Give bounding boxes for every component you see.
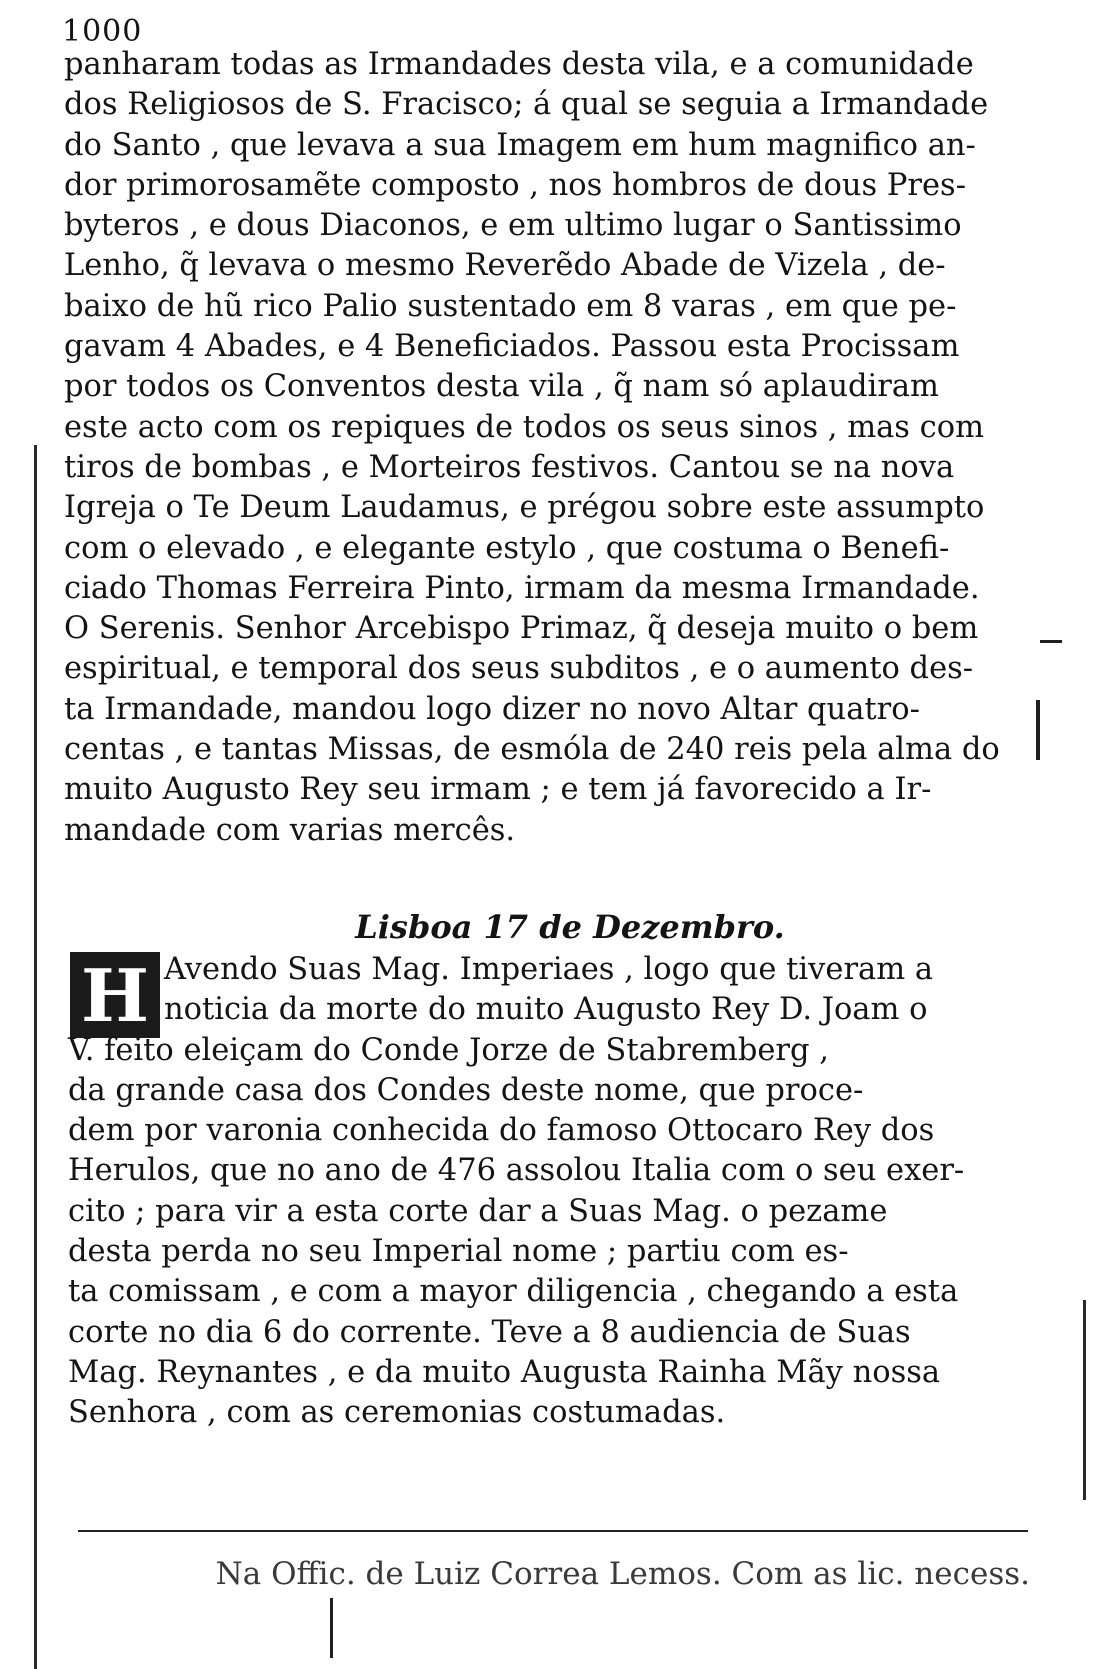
text-line: este acto com os repiques de todos os seus sinos , mas com <box>64 409 985 445</box>
text-line: ta comissam , e com a mayor diligencia , chegando a esta <box>68 1274 959 1310</box>
dateline-heading: Lisboa 17 de Dezembro. <box>355 908 785 946</box>
text-line: Senhora , com as ceremonias costumadas. <box>68 1395 726 1431</box>
text-line: Herulos, que no ano de 476 assolou Italia com o seu exer- <box>68 1153 965 1189</box>
text-line: Lenho, q̃ levava o mesmo Reverẽdo Abade de Vizela , de- <box>64 248 946 284</box>
text-line: corte no dia 6 do corrente. Teve a 8 audiencia de Suas <box>68 1314 911 1350</box>
text-line: mandade com varias mercês. <box>64 812 516 848</box>
footer-rule <box>78 1530 1028 1532</box>
text-line: da grande casa dos Condes deste nome, que proce- <box>68 1072 864 1108</box>
text-line: espiritual, e temporal dos seus subditos , e o aumento des- <box>64 651 974 687</box>
page-number: 1000 <box>62 14 143 49</box>
ink-speck <box>330 1598 333 1658</box>
text-line: baixo de hũ rico Palio sustentado em 8 varas , em que pe- <box>64 288 957 324</box>
text-line: com o elevado , e elegante estylo , que costuma o Benefi- <box>64 530 950 566</box>
text-line: dem por varonia conhecida do famoso Ottocaro Rey dos <box>68 1113 935 1149</box>
text-line: por todos os Conventos desta vila , q̃ nam só aplaudiram <box>64 369 939 405</box>
text-line: dor primorosamẽte composto , nos hombros de dous Pres- <box>64 167 967 203</box>
text-line: Igreja o Te Deum Laudamus, e prégou sobre este assumpto <box>64 490 985 526</box>
page-torn-edge <box>1083 1300 1100 1500</box>
text-line: byteros , e dous Diaconos, e em ultimo lugar o Santissimo <box>64 208 962 244</box>
paragraph-lisbon-news <box>68 950 1034 1434</box>
text-line: do Santo , que levava a sua Imagem em hum magnifico an- <box>64 127 976 163</box>
text-line: noticia da morte do muito Augusto Rey D. Joam o <box>164 992 928 1028</box>
text-line: cito ; para vir a esta corte dar a Suas Mag. o pezame <box>68 1193 888 1229</box>
text-line: muito Augusto Rey seu irmam ; e tem já favorecido a Ir- <box>64 772 932 808</box>
text-line: ta Irmandade, mandou logo dizer no novo Altar quatro- <box>64 691 920 727</box>
text-line: tiros de bombas , e Morteiros festivos. Cantou se na nova <box>64 449 955 485</box>
text-line: ciado Thomas Ferreira Pinto, irmam da mesma Irmandade. <box>64 570 980 606</box>
text-line: dos Religiosos de S. Fracisco; á qual se seguia a Irmandade <box>64 87 989 123</box>
text-line: Avendo Suas Mag. Imperiaes , logo que tiveram a <box>164 952 934 987</box>
text-line: panharam todas as Irmandades desta vila, e a comunidade <box>64 47 974 82</box>
ink-speck <box>1040 640 1062 643</box>
text-line: gavam 4 Abades, e 4 Beneficiados. Passou esta Procissam <box>64 329 960 365</box>
text-line: desta perda no seu Imperial nome ; partiu com es- <box>68 1234 849 1270</box>
printer-imprint: Na Offic. de Luiz Correa Lemos. Com as lic. necess. <box>215 1556 1030 1592</box>
text-line: Mag. Reynantes , e da muito Augusta Rainha Mãy nossa <box>68 1354 941 1390</box>
drop-cap-initial: H <box>70 952 160 1038</box>
paragraph-braga-procession <box>64 45 1032 851</box>
text-line: centas , e tantas Missas, de esmóla de 240 reis pela alma do <box>64 732 1000 768</box>
text-line: V. feito eleiçam do Conde Jorze de Stabremberg , <box>68 1032 829 1068</box>
page-binding-edge <box>0 445 37 1669</box>
text-line: O Serenis. Senhor Arcebispo Primaz, q̃ deseja muito o bem <box>64 611 979 647</box>
ink-speck <box>1036 700 1040 760</box>
